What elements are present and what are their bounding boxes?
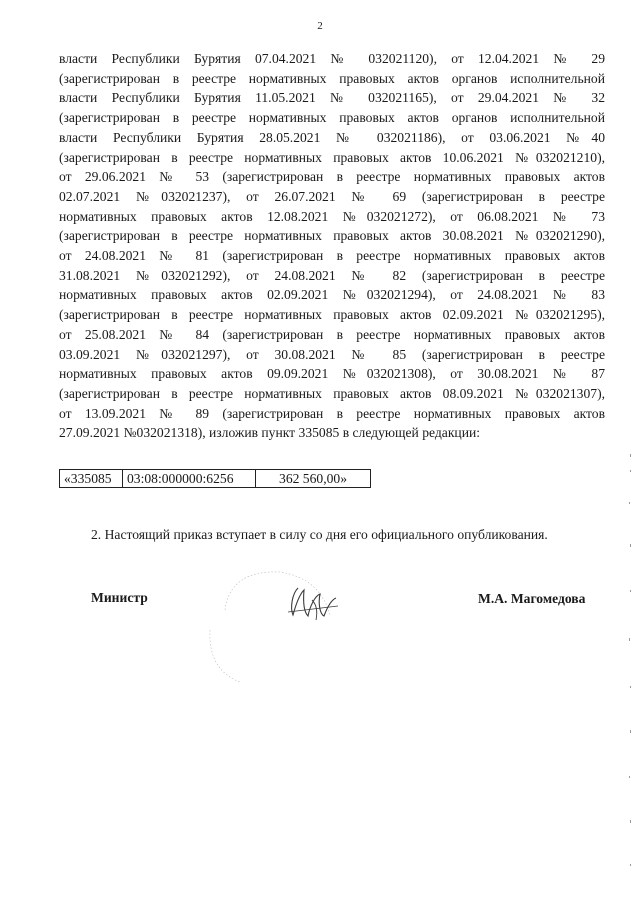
closing-paragraph: 2. Настоящий приказ вступает в силу со дня его официального опубликования. (91, 527, 548, 542)
text-line: нормативных правовых актов 12.08.2021 №032021272), от 06.08.2021 № 73 (59, 208, 605, 224)
table-cell-cadastral-value: 362 560,00» (256, 470, 371, 488)
text-line: (зарегистрирован в реестре нормативных правовых актов органов исполнительной (59, 110, 605, 126)
signature-stamp-arc (210, 630, 240, 682)
text-line: (зарегистрирован в реестре нормативных правовых актов 02.09.2021 №032021295), (59, 307, 605, 323)
text-line: (зарегистрирован в реестре нормативных правовых актов 10.06.2021 №032021210), (59, 149, 605, 165)
text-line: нормативных правовых актов 09.09.2021 №032021308), от 30.08.2021 № 87 (59, 366, 605, 382)
signature-image (200, 560, 340, 690)
text-line: власти Республики Бурятия 11.05.2021 № 032021165), от 29.04.2021 № 32 (59, 90, 605, 106)
table-row (60, 470, 371, 488)
text-line: власти Республики Бурятия 28.05.2021 № 032021186), от 03.06.2021 №40 (59, 129, 605, 145)
text-line: 31.08.2021 №032021292), от 24.08.2021 № 82 (зарегистрирован в реестре (59, 267, 605, 283)
text-line: 03.09.2021 №032021297), от 30.08.2021 № 85 (зарегистрирован в реестре (59, 346, 605, 362)
signer-name: М.А. Магомедова (478, 591, 586, 606)
text-line: от 13.09.2021 № 89 (зарегистрирован в реестре нормативных правовых актов (59, 405, 605, 421)
text-line: 27.09.2021 №032021318), изложив пункт 335085 в следующей редакции: (59, 425, 481, 441)
scan-edge-marks (626, 440, 634, 900)
text-line: 02.07.2021 №032021237), от 26.07.2021 № 69 (зарегистрирован в реестре (59, 188, 605, 204)
text-line: нормативных правовых актов 02.09.2021 №032021294), от 24.08.2021 № 83 (59, 287, 605, 303)
body-paragraph (59, 49, 605, 443)
text-line: власти Республики Бурятия 07.04.2021 № 032021120), от 12.04.2021 № 29 (59, 51, 605, 66)
text-line: от 25.08.2021 № 84 (зарегистрирован в реестре нормативных правовых актов (59, 326, 605, 342)
cadastral-value-table (59, 469, 371, 488)
text-line: (зарегистрирован в реестре нормативных правовых актов 30.08.2021 №032021290), (59, 228, 605, 244)
page-number: 2 (317, 20, 323, 32)
text-line: от 29.06.2021 № 53 (зарегистрирован в реестре нормативных правовых актов (59, 169, 605, 185)
signer-position: Министр (91, 590, 148, 605)
table-cell-cadastral-number: 03:08:000000:6256 (123, 470, 256, 488)
text-line: (зарегистрирован в реестре нормативных правовых актов 08.09.2021 №032021307), (59, 385, 605, 401)
text-line: от 24.08.2021 № 81 (зарегистрирован в реестре нормативных правовых актов (59, 248, 605, 264)
table-cell-item-number: «335085 (60, 470, 123, 488)
text-line: (зарегистрирован в реестре нормативных правовых актов органов исполнительной (59, 70, 605, 86)
